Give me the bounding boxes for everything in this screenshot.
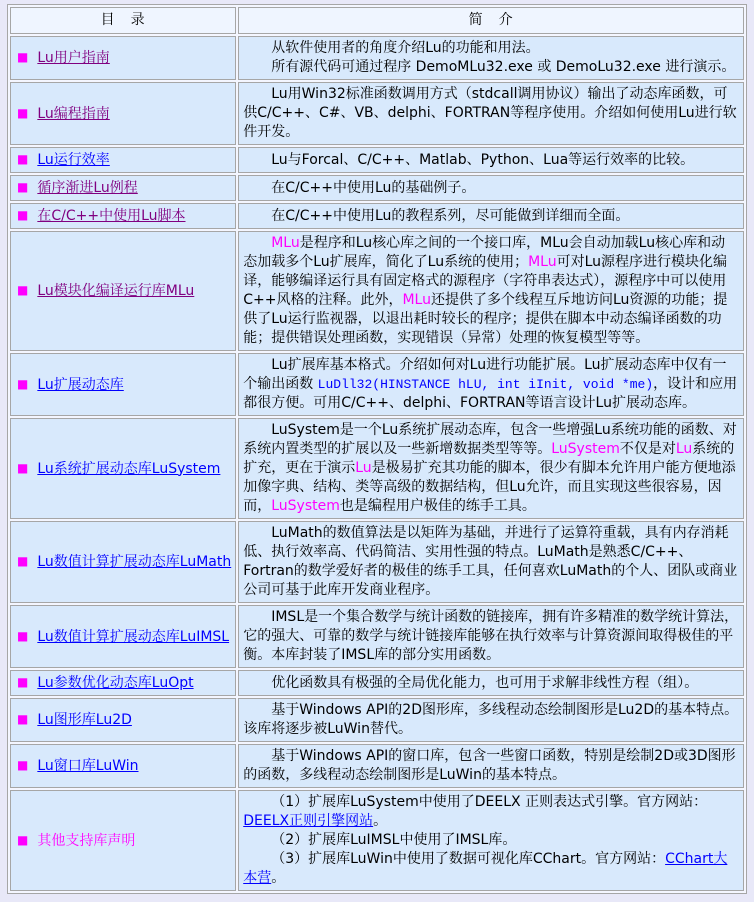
description-paragraph	[243, 39, 739, 58]
text-segment: ，设计和应用都很方便。可用C/C++、delphi、FORTRAN等语言设计Lu扩展动态库。	[243, 376, 738, 411]
bullet-square-icon: ■	[17, 758, 29, 772]
table-row	[10, 521, 744, 603]
description-paragraph	[243, 831, 739, 850]
description-paragraph	[243, 524, 739, 600]
bullet-square-icon: ■	[17, 460, 29, 475]
inline-link[interactable]: DEELX正则引擎网站	[243, 813, 374, 829]
text-segment: 还提供了多个线程互斥地访问Lu资源的功能；提供了Lu运行监视器，以退出耗时较长的程序；提供在脚本中动态编译函数的功能；提供错误处理函数，实现错误（异常）处理的恢复模型等等。	[243, 292, 728, 346]
toc-link[interactable]: Lu模块化编译运行库MLu	[37, 283, 195, 299]
table-row	[10, 670, 744, 696]
description-paragraph	[243, 85, 739, 142]
text-segment: 所有源代码可通过程序 DemoMLu32.exe 或 DemoLu32.exe 进行演示。	[271, 59, 736, 75]
text-segment: MLu	[402, 292, 431, 308]
text-segment: Lu用Win32标准函数调用方式（stdcall调用协议）输出了动态库函数，可供C/C++、C#、VB、delphi、FORTRAN等程序使用。介绍如何使用Lu进行软件开发。	[243, 86, 737, 140]
intro-cell	[238, 670, 744, 696]
intro-cell	[238, 790, 744, 891]
toc-link[interactable]: Lu窗口库LuWin	[37, 758, 139, 774]
table-row	[10, 203, 744, 229]
toc-column-header: 目 录	[10, 7, 236, 34]
intro-cell	[238, 353, 744, 416]
bullet-square-icon: ■	[17, 283, 29, 297]
bullet-square-icon: ■	[17, 105, 29, 120]
table-row	[10, 82, 744, 145]
toc-cell	[10, 231, 236, 351]
text-segment: 系统的扩充，更在于演示	[243, 441, 735, 476]
inline-link[interactable]: CChart大本营	[243, 851, 728, 886]
text-segment: LuSystem是一个Lu系统扩展动态库，包含一些增强Lu系统功能的函数、对系统内置类型的扩展以及一些新增数据类型等等。	[243, 422, 737, 457]
table-row	[10, 231, 744, 351]
toc-link[interactable]: Lu用户指南	[37, 50, 110, 66]
text-segment: LuSystem	[551, 441, 620, 457]
description-paragraph	[243, 747, 739, 785]
toc-link[interactable]: Lu参数优化动态库LuOpt	[37, 675, 194, 691]
toc-cell	[10, 203, 236, 229]
toc-link[interactable]: Lu图形库Lu2D	[37, 712, 132, 728]
description-paragraph	[243, 421, 739, 516]
description-paragraph	[243, 151, 739, 170]
description-paragraph	[243, 58, 739, 77]
description-paragraph	[243, 701, 746, 739]
toc-link[interactable]: 在C/C++中使用Lu脚本	[37, 208, 186, 224]
contents-table	[7, 4, 747, 894]
toc-cell	[10, 82, 236, 145]
text-segment: 。	[373, 813, 388, 829]
description-paragraph	[243, 207, 739, 226]
toc-link[interactable]: Lu编程指南	[37, 105, 110, 122]
text-segment: 在C/C++中使用Lu的教程系列，尽可能做到详细而全面。	[271, 207, 630, 224]
text-segment: 基于Windows API的窗口库，包含一些窗口函数，特别是绘制2D或3D图形的函数，多线程动态绘制图形是LuWin的基本特点。	[243, 748, 736, 783]
text-segment: 基于Windows API的2D图形库，多线程动态绘制图形是Lu2D的基本特点。 该库将逐步被LuWin替代。	[243, 702, 746, 737]
bullet-square-icon: ■	[17, 180, 29, 194]
bullet-square-icon: ■	[17, 50, 29, 64]
code-snippet: LuDll32(HINSTANCE hLU, int iInit, void *me)	[317, 377, 654, 392]
description-paragraph	[243, 234, 739, 348]
text-segment: 也是编程用户极佳的练手工具。	[339, 498, 536, 514]
text-segment: （1）扩展库LuSystem中使用了DEELX 正则表达式引擎。官方网站：	[271, 794, 708, 810]
text-segment: 是极易扩充其功能的脚本，很少有脚本允许用户能方便地添加像字典、结构、类等高级的数据结构，但Lu允许，而且实现这些很容易，因而，	[243, 460, 736, 514]
bullet-square-icon: ■	[17, 832, 29, 847]
toc-link[interactable]: Lu系统扩展动态库LuSystem	[37, 460, 221, 477]
description-paragraph	[243, 674, 739, 693]
table-row	[10, 418, 744, 519]
intro-column-header: 简 介	[238, 7, 744, 34]
toc-cell	[10, 670, 236, 696]
intro-cell	[238, 231, 744, 351]
text-segment: Lu与Forcal、C/C++、Matlab、Python、Lua等运行效率的比较。	[271, 151, 695, 168]
text-segment: （2）扩展库LuIMSL中使用了IMSL库。	[271, 832, 517, 848]
toc-cell	[10, 353, 236, 416]
toc-table-body	[10, 7, 744, 891]
toc-link[interactable]: Lu数值计算扩展动态库LuIMSL	[37, 628, 230, 645]
toc-cell	[10, 698, 236, 742]
intro-cell	[238, 605, 744, 668]
table-row	[10, 698, 744, 742]
toc-link[interactable]: Lu扩展动态库	[37, 376, 124, 393]
table-row	[10, 175, 744, 201]
bullet-square-icon: ■	[17, 675, 29, 689]
text-segment: LuSystem	[271, 498, 340, 514]
bullet-square-icon: ■	[17, 628, 29, 643]
table-row	[10, 36, 744, 80]
description-paragraph	[243, 179, 739, 198]
bullet-square-icon: ■	[17, 554, 29, 568]
intro-cell	[238, 175, 744, 201]
text-segment: MLu	[271, 235, 300, 251]
text-segment: Lu	[675, 441, 693, 457]
toc-cell	[10, 744, 236, 788]
intro-cell	[238, 36, 744, 80]
bullet-square-icon: ■	[17, 712, 29, 726]
text-segment: 是程序和Lu核心库之间的一个接口库，MLu会自动加载Lu核心库和动态加载多个Lu扩展库，简化了Lu系统的使用；	[243, 235, 726, 270]
toc-cell	[10, 790, 236, 891]
toc-cell	[10, 36, 236, 80]
toc-cell	[10, 521, 236, 603]
text-segment: MLu	[528, 254, 557, 270]
intro-cell	[238, 82, 744, 145]
description-paragraph	[243, 850, 739, 888]
toc-link[interactable]: Lu数值计算扩展动态库LuMath	[37, 554, 232, 570]
table-row	[10, 147, 744, 173]
text-segment: 优化函数具有极强的全局优化能力，也可用于求解非线性方程（组）。	[271, 674, 699, 691]
toc-label: 其他支持库声明	[37, 832, 136, 849]
text-segment: 可对Lu源程序进行模块化编译，能够编译运行具有固定格式的源程序（字符串表达式），源程序中可以使用C++风格的注释。此外，	[243, 254, 728, 308]
bullet-square-icon: ■	[17, 376, 29, 391]
text-segment: 在C/C++中使用Lu的基础例子。	[271, 179, 476, 196]
text-segment: 不仅是对	[619, 441, 676, 457]
text-segment: LuMath的数值算法是以矩阵为基础，并进行了运算符重载，具有内存消耗低、执行效率高、代码简洁、实用性强的特点。LuMath是熟悉C/C++、Fortran的数学爱好者的极佳的练手工具，任何喜欢LuMath的个人、团队或商业公司可基于此库开发商业程序。	[243, 525, 738, 598]
toc-cell	[10, 147, 236, 173]
intro-cell	[238, 521, 744, 603]
table-row	[10, 744, 744, 788]
text-segment: （3）扩展库LuWin中使用了数据可视化库CChart。官方网站：	[271, 851, 666, 867]
intro-cell	[238, 418, 744, 519]
bullet-square-icon: ■	[17, 152, 29, 166]
text-segment: Lu	[355, 460, 372, 476]
table-row	[10, 605, 744, 668]
intro-cell	[238, 744, 744, 788]
toc-link[interactable]: 循序渐进Lu例程	[37, 180, 138, 196]
toc-cell	[10, 418, 236, 519]
table-row	[10, 790, 744, 891]
table-header-row	[10, 7, 744, 34]
table-row	[10, 353, 744, 416]
text-segment: 从软件使用者的角度介绍Lu的功能和用法。	[271, 40, 540, 56]
text-segment: Lu扩展库基本格式。介绍如何对Lu进行功能扩展。Lu扩展动态库中仅有一个输出函数	[243, 357, 727, 392]
toc-cell	[10, 175, 236, 201]
text-segment: IMSL是一个集合数学与统计函数的链接库，拥有许多精准的数学统计算法，它的强大、可靠的数学与统计链接库能够在执行效率与计算资源间取得极佳的平衡。本库封装了IMSL库的部分实用函数。	[243, 609, 739, 663]
toc-link[interactable]: Lu运行效率	[37, 152, 110, 168]
text-segment: 。	[271, 870, 286, 886]
description-paragraph	[243, 608, 739, 665]
intro-cell	[238, 698, 744, 742]
description-paragraph	[243, 793, 739, 831]
bullet-square-icon: ■	[17, 208, 29, 222]
intro-cell	[238, 203, 744, 229]
intro-cell	[238, 147, 744, 173]
toc-cell	[10, 605, 236, 668]
description-paragraph	[243, 356, 739, 413]
